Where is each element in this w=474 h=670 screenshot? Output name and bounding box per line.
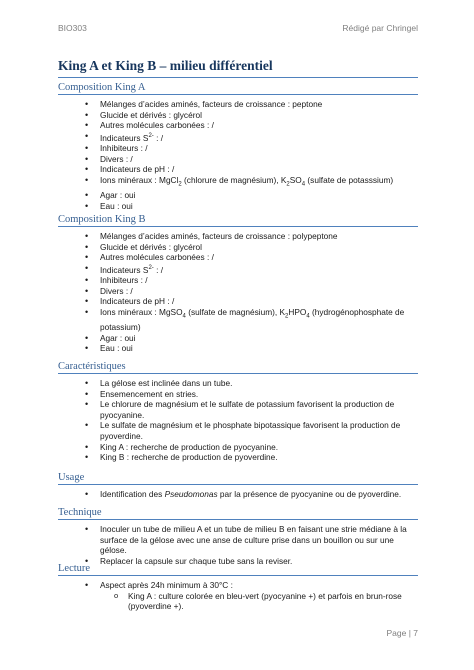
- superscript: 2-: [148, 264, 154, 271]
- list-item: • Ensemencement en stries.: [58, 389, 418, 400]
- item-text: (hydrogénophosphate de: [309, 306, 405, 317]
- list-item: [58, 131, 418, 143]
- section-heading: Lecture: [58, 563, 418, 576]
- list-item: [58, 307, 418, 333]
- list-item: • Autres molécules carbonées : /: [58, 120, 418, 131]
- list-item: • Mélanges d’acides aminés, facteurs de croissance : peptone: [58, 99, 418, 110]
- section-technique: [58, 507, 418, 566]
- item-text: SO: [289, 174, 302, 185]
- list-item: • Divers : /: [58, 154, 418, 165]
- section-heading: Composition King B: [58, 214, 418, 227]
- item-text: Ions minéraux : MgCl: [100, 174, 179, 185]
- list-item: [58, 489, 418, 500]
- list-item: • Divers : /: [58, 286, 418, 297]
- item-text: par la présence de pyocyanine ou de pyoverdine.: [217, 489, 402, 499]
- list-item: • La gélose est inclinée dans un tube.: [58, 378, 418, 389]
- list-item: • King A : recherche de production de pyocyanine.: [58, 442, 418, 453]
- item-text: (chlorure de magnésium), K: [181, 174, 287, 185]
- list-item: • Agar : oui: [58, 333, 418, 344]
- item-text: HPO: [288, 306, 307, 317]
- list-item: • Eau : oui: [58, 343, 418, 354]
- list-item: • Mélanges d’acides aminés, facteurs de croissance : polypeptone: [58, 231, 418, 242]
- section-composition-king-a: [58, 82, 418, 211]
- item-text: Indicateurs S: [100, 264, 149, 275]
- list-item: [58, 175, 418, 190]
- subscript: 2: [285, 313, 289, 320]
- header-course-code: BIO303: [58, 23, 87, 33]
- document-title: King A et King B – milieu différentiel: [58, 58, 418, 78]
- list-item: • Inhibiteurs : /: [58, 275, 418, 286]
- header-author: Rédigé par Chringel: [342, 23, 418, 33]
- item-text: : /: [153, 132, 164, 143]
- list-item: • Eau : oui: [58, 201, 418, 212]
- caracteristiques-list: [58, 378, 418, 463]
- section-heading: Usage: [58, 472, 418, 485]
- subscript: 2: [178, 181, 182, 188]
- section-heading: Composition King A: [58, 82, 418, 95]
- list-item: • Inoculer un tube de milieu A et un tube de milieu B en faisant une strie médiane à la surface de la gélose avec une anse de culture prise dans un bouillon ou sur une gélose.: [58, 524, 418, 556]
- item-text: Ions minéraux : MgSO: [100, 306, 183, 317]
- list-item: [58, 263, 418, 275]
- subscript: 2: [286, 181, 290, 188]
- list-item: • Replacer la capsule sur chaque tube sans la reviser.: [58, 556, 418, 567]
- list-item: • Le chlorure de magnésium et le sulfate de potassium favorisent la production de pyocyanine.: [58, 399, 418, 420]
- list-item: • Agar : oui: [58, 190, 418, 201]
- section-heading: Technique: [58, 507, 418, 520]
- item-text: (sulfate de potasssium): [305, 174, 394, 185]
- item-text: : /: [153, 264, 164, 275]
- section-caracteristiques: [58, 361, 418, 463]
- list-item: • Aspect après 24h minimum à 30°C :: [58, 580, 418, 591]
- genus-name: Pseudomonas: [164, 489, 218, 499]
- list-item: • Autres molécules carbonées : /: [58, 252, 418, 263]
- usage-list: [58, 489, 418, 500]
- technique-list: [58, 524, 418, 566]
- sub-list-item: o King A : culture colorée en bleu-vert (pyocyanine +) et parfois en brun-rose (pyoverdine +).: [58, 591, 418, 612]
- list-item: • Indicateurs de pH : /: [58, 164, 418, 175]
- list-item: • Glucide et dérivés : glycérol: [58, 242, 418, 253]
- list-item: • Le sulfate de magnésium et le phosphate bipotassique favorisent la production de pyoverdine.: [58, 420, 418, 441]
- section-composition-king-b: [58, 214, 418, 354]
- composition-list: [58, 99, 418, 211]
- page-number: Page | 7: [386, 628, 418, 638]
- superscript: 2-: [148, 132, 154, 139]
- subscript: 4: [182, 313, 186, 320]
- composition-list: [58, 231, 418, 354]
- section-usage: [58, 472, 418, 500]
- list-item: • Indicateurs de pH : /: [58, 296, 418, 307]
- list-item: • Inhibiteurs : /: [58, 143, 418, 154]
- list-item: • Glucide et dérivés : glycérol: [58, 110, 418, 121]
- section-heading: Caractéristiques: [58, 361, 418, 374]
- item-text: Identification des: [100, 489, 165, 499]
- item-text: (sulfate de magnésium), K: [185, 306, 286, 317]
- subscript: 4: [306, 313, 310, 320]
- list-item: • King B : recherche de production de pyoverdine.: [58, 452, 418, 463]
- subscript: 4: [301, 181, 306, 188]
- item-text: potassium): [100, 322, 141, 333]
- section-lecture: [58, 563, 418, 612]
- item-text: Indicateurs S: [100, 132, 149, 143]
- lecture-list: [58, 580, 418, 612]
- page-header: [58, 23, 418, 33]
